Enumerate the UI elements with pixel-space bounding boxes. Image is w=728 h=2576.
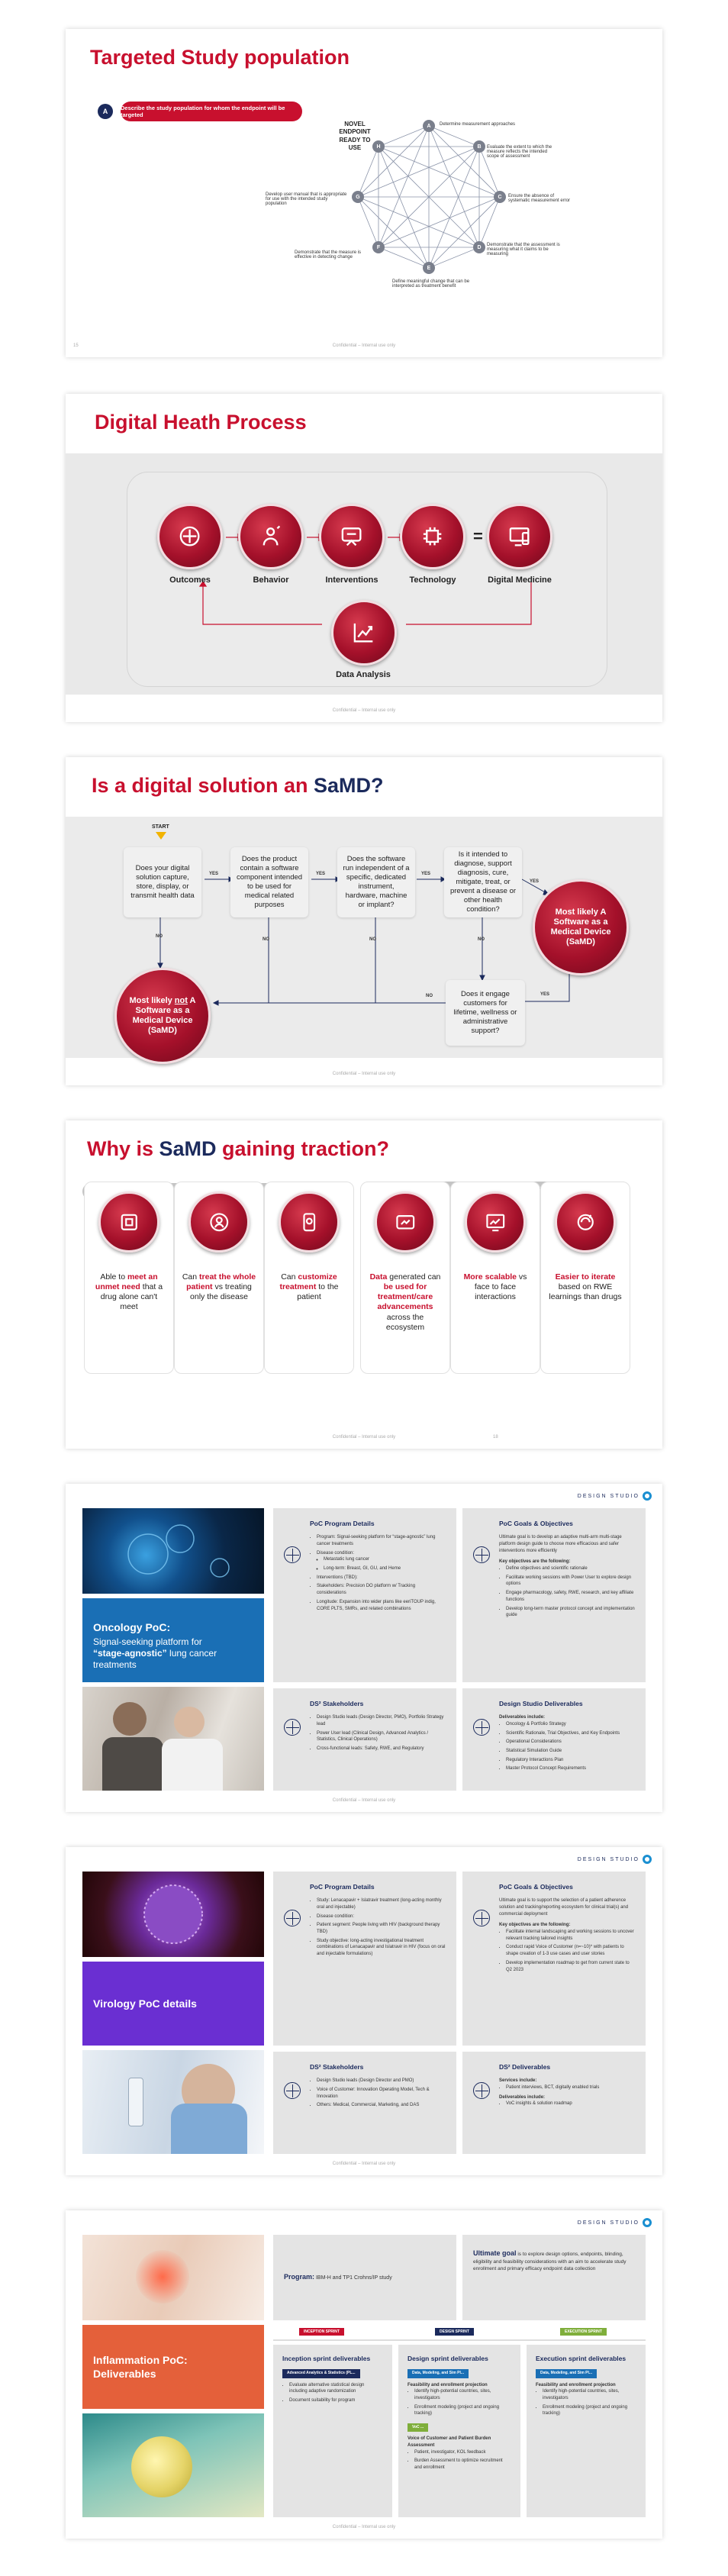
result-not-samd-text (127, 996, 198, 1037)
lab-worker-image (82, 2050, 264, 2154)
slide-targeted-study-population (66, 29, 662, 357)
doctor-patient-image (82, 1687, 264, 1791)
benefit-column (540, 1182, 630, 1374)
virus-image (82, 1508, 264, 1594)
list-item: • Interventions (TBD): (317, 1575, 446, 1581)
design-studio-logo (578, 1491, 652, 1501)
list-item: • Operational Considerations (506, 1739, 635, 1746)
question-data-capture: Does your digital solution capture, store, display, or transmit health data (124, 847, 201, 917)
annotation-a: Determine measurement approaches (440, 122, 516, 127)
list-item: • Burden Assessment to optimize recruitment and enrollment (414, 2458, 511, 2471)
process-step-label: Digital Medicine (488, 575, 552, 585)
hero-title: Oncology PoC: (93, 1621, 171, 1633)
benefit-icon (573, 1210, 598, 1235)
list-item: • Voice of Customer: Innovation Operating Model, Tech & Innovation (317, 2087, 446, 2100)
benefit-icon-ball (465, 1191, 526, 1253)
list-item: • Study: Lenacapavir + Islatravir treatment (long-acting monthly oral and injectable) (317, 1897, 446, 1910)
list-item: • Facilitate internal landscaping and working sessions to uncover relevant tracking tailored insights (506, 1929, 635, 1942)
program-details-panel (273, 1872, 456, 2046)
panel-list (499, 1565, 635, 1619)
list-item: • Define objectives and scientific rationale (506, 1565, 635, 1572)
crosshair-icon (284, 1910, 301, 1926)
ultimate-goal-label: Ultimate goal (473, 2249, 517, 2257)
chip-execution: EXECUTION SPRINT (560, 2328, 607, 2336)
benefit-text: Can treat the whole patient vs treating only the disease (182, 1272, 256, 1302)
list-item: • Others: Medical, Commercial, Marketing, and DAS (317, 2102, 446, 2109)
list-item: • Program: Signal-seeking platform for “stage-agnostic” lung cancer treatments (317, 1534, 446, 1547)
octagon-node: G (352, 191, 364, 203)
list-item: • Patient, investigator, KOL feedback (414, 2449, 511, 2456)
process-step-label: Behavior (253, 575, 289, 585)
panel-key: Deliverables include: (499, 2094, 546, 2100)
result-not-samd (114, 968, 211, 1064)
list-item (317, 1550, 446, 1572)
question-medical-purpose: Does the product contain a software component intended to be used for medical related purposes (230, 847, 308, 917)
footer: Confidential – Internal use only (332, 1798, 396, 1803)
process-step-technology (400, 504, 465, 569)
benefit-icon-ball (375, 1191, 436, 1253)
benefit-text: Easier to iterate based on RWE learnings than drugs (549, 1272, 622, 1302)
step-icon (176, 523, 203, 550)
process-step-outcomes (157, 504, 223, 569)
result-samd (533, 879, 629, 975)
yes-label: YES (530, 879, 540, 884)
list-item: • VoC insights & solution roadmap (506, 2100, 635, 2107)
data-analysis-label: Data Analysis (336, 670, 391, 679)
logo-text: DESIGN STUDIO (577, 1493, 639, 1499)
oncology-hero (82, 1598, 264, 1682)
virus-shapes (82, 1872, 264, 1957)
virology-hero (82, 1962, 264, 2046)
stakeholders-panel (273, 2052, 456, 2154)
footer: Confidential – Internal use only (332, 708, 396, 713)
list-item: • Study objective: long-acting investigational treatment combinations of Lenacapavir and Islatravir in HIV (focus on oral and injectable formulations) (317, 1938, 446, 1958)
list-item: • Design Studio leads (Design Director, PMO), Portfolio Strategy lead (317, 1714, 446, 1727)
panel-list (499, 1929, 635, 1973)
crosshair-icon (473, 1546, 490, 1563)
slide-title (87, 1137, 389, 1161)
list-item: • Facilitate working sessions with Power User to explore design options (506, 1575, 635, 1588)
annotation-d: Demonstrate that the assessment is measuring what it claims to be measuring (487, 243, 560, 256)
annotation-b: Evaluate the extent to which the measure reflects the intended scope of assessment (487, 145, 552, 159)
footer: Confidential – Internal use only (332, 2525, 396, 2529)
design-studio-logo (578, 1855, 652, 1864)
benefit-column (264, 1182, 354, 1374)
panel-key: Feasibility and enrollment projection (536, 2382, 616, 2387)
title-prefix: Why is (87, 1137, 159, 1160)
octagon-node: E (423, 262, 435, 274)
title-mid: SaMD (159, 1137, 217, 1160)
panel-list (310, 1534, 446, 1612)
process-step-interventions (319, 504, 385, 569)
slide-digital-health-process (66, 394, 662, 722)
benefit-icon (483, 1210, 508, 1235)
benefit-icon (117, 1210, 142, 1235)
panel-title: Execution sprint deliverables (536, 2355, 627, 2362)
slide-title: Targeted Study population (90, 46, 350, 69)
panel-key: Key objectives are the following: (499, 1559, 571, 1565)
list-item: • Evaluate alternative statistical design including adaptive randomization (289, 2382, 383, 2395)
panel-title: PoC Program Details (310, 1883, 375, 1891)
title-suffix: gaining traction? (216, 1137, 390, 1160)
crosshair-icon (473, 2082, 490, 2099)
panel-list (407, 2449, 511, 2471)
benefit-text: Data generated can be used for treatment/care advancements across the ecosystem (369, 1272, 441, 1332)
list-item: • Master Protocol Concept Requirements (506, 1765, 635, 1772)
panel-lead: Ultimate goal is to support the selection of a patient adherence solution and tracking/reporting ecosystem for clinical trial(s) and commercial deployment (499, 1898, 629, 1917)
hero-title: Inflammation PoC: Deliverables (93, 2353, 188, 2380)
hero-title: Virology PoC details (93, 1997, 197, 2010)
panel-list (310, 2078, 446, 2109)
tag-voc: VoC ... (407, 2423, 428, 2432)
logo-dot-icon (643, 1855, 652, 1864)
tag-analytics: Advanced Analytics & Statistics (PL... (282, 2369, 360, 2378)
deliverables-panel (462, 2052, 646, 2154)
footer: Confidential – Internal use only (332, 1435, 396, 1440)
list-item: • Cross-functional leads: Safety, RWE, and Regulatory (317, 1746, 446, 1752)
panel-title: DS² Deliverables (499, 2063, 551, 2071)
crosshair-icon (284, 1546, 301, 1563)
chart-icon (350, 619, 377, 646)
chip-inception: INCEPTION SPRINT (299, 2328, 344, 2336)
list-item: • Design Studio leads (Design Director and PMO) (317, 2078, 446, 2084)
center-label: NOVEL ENDPOINT READY TO USE (339, 121, 371, 152)
question-engage: Does it engage customers for lifetime, wellness or administrative support? (446, 980, 525, 1046)
execution-panel (527, 2345, 646, 2517)
panel-title: Design Studio Deliverables (499, 1700, 583, 1707)
list-item: • Develop long-term master protocol concept and implementation guide (506, 1606, 635, 1619)
benefit-column (360, 1182, 450, 1374)
panel-title: PoC Goals & Objectives (499, 1520, 573, 1527)
tag-modeling: Data, Modeling, and Sim Pl... (536, 2369, 597, 2378)
list-item: • Statistical Simulation Guide (506, 1748, 635, 1755)
page-number: 15 (73, 343, 79, 348)
list-item: • Power User lead (Clinical Design, Advanced Analytics / Statistics, Clinical Operations) (317, 1730, 446, 1743)
result-not: not (174, 995, 188, 1005)
panel-list (282, 2382, 383, 2404)
benefit-icon-ball (98, 1191, 159, 1253)
virus-image (82, 1872, 264, 1957)
benefit-column (174, 1182, 264, 1374)
octagon-diagram (66, 29, 662, 357)
process-step-label: Interventions (325, 575, 378, 585)
list-item: • Identify high-potential countries, sites, investigators (543, 2388, 636, 2401)
panel-list (310, 1714, 446, 1752)
panel-list (499, 1721, 635, 1772)
crosshair-icon (473, 1910, 490, 1926)
equals-sign: = (473, 527, 483, 546)
design-panel (398, 2345, 520, 2517)
slide-oncology-poc (66, 1484, 662, 1812)
slide-is-samd (66, 757, 662, 1085)
panel-title: Design sprint deliverables (407, 2355, 488, 2362)
yes-label: YES (316, 872, 326, 876)
annotation-e: Define meaningful change that can be interpreted as treatment benefit (392, 279, 470, 289)
virus-shapes (82, 1508, 264, 1594)
list-item: • Patient segment: People living with HIV (background therapy TBD) (317, 1922, 446, 1935)
panel-list (407, 2388, 511, 2417)
panel-list (536, 2388, 636, 2417)
inception-panel (273, 2345, 392, 2517)
panel-list (499, 2084, 635, 2091)
list-item: • Enrollment modeling (project and ongoing tracking) (543, 2404, 636, 2417)
step-icon (338, 523, 365, 550)
hero-sub2: lung cancer treatments (93, 1648, 217, 1670)
panel-lead: Ultimate goal is to develop an adaptive multi-arm multi-stage platform design guide to choose more efficacious and safer interventions more efficiently (499, 1535, 622, 1553)
list-item-text: Disease condition: (317, 1550, 355, 1556)
annotation-c: Ensure the absence of systematic measurement error (508, 194, 571, 203)
sub-item: ◦ Metastatic lung cancer (324, 1556, 446, 1563)
slide-inflammation-poc (66, 2210, 662, 2539)
process-step-label: Technology (409, 575, 456, 585)
program-label: Program: (284, 2273, 315, 2281)
no-label: NO (426, 994, 433, 998)
start-label: START (152, 824, 169, 830)
logo-text: DESIGN STUDIO (577, 2220, 639, 2226)
crosshair-icon (473, 1719, 490, 1736)
octagon-node: C (494, 191, 506, 203)
octagon-node: F (372, 241, 385, 253)
logo-dot-icon (643, 1491, 652, 1501)
yes-label: YES (421, 872, 431, 876)
list-item: • Engage pharmacology, safety, RWE, research, and key affiliate functions (506, 1590, 635, 1603)
octagon-node: A (423, 120, 435, 132)
process-step-label: Outcomes (169, 575, 211, 585)
data-analysis-ball (331, 600, 397, 666)
hero-subtitle (93, 1636, 253, 1671)
goals-panel (462, 1872, 646, 2046)
benefit-icon-ball (188, 1191, 250, 1253)
step-badge: A (98, 104, 113, 119)
step-icon (419, 523, 446, 550)
page-number: 18 (493, 1435, 498, 1440)
list-item: • Identify high-potential countries, sites, investigators (414, 2388, 511, 2401)
benefit-icon (393, 1210, 418, 1235)
slide-virology-poc (66, 1847, 662, 2175)
no-label: NO (156, 934, 163, 939)
crosshair-icon (284, 1719, 301, 1736)
slide-why-samd (66, 1120, 662, 1449)
panel-title: PoC Program Details (310, 1520, 375, 1527)
benefit-icon-ball (555, 1191, 616, 1253)
list-item: • Enrollment modeling (project and ongoing tracking) (414, 2404, 511, 2417)
panel-key: Voice of Customer and Patient Burden Assessment (407, 2436, 491, 2448)
step-icon (506, 523, 533, 550)
annotation-g: Develop user manual that is appropriate for use with the intended study population (266, 192, 347, 206)
panel-title: Inception sprint deliverables (282, 2355, 371, 2362)
panel-title: PoC Goals & Objectives (499, 1883, 573, 1891)
yes-label: YES (540, 992, 550, 997)
list-item: • Scientific Rationale, Trial Objectives, and Key Endpoints (506, 1730, 635, 1737)
chip-design: DESIGN SPRINT (435, 2328, 474, 2336)
process-step-behavior (238, 504, 304, 569)
list-item: • Longitude: Expansion into wider plans like eeriTOUP indig, CORE PLTS, SMRs, and related combinations (317, 1599, 446, 1612)
list-item: • Document suitability for program (289, 2397, 383, 2404)
question-independent: Does the software run independent of a specific, dedicated instrument, hardware, machine or implant? (337, 847, 415, 917)
octagon-node: D (473, 241, 485, 253)
octagon-node: H (372, 140, 385, 153)
footer: Confidential – Internal use only (332, 343, 396, 348)
sub-item: ◦ Long-term: Breast, GI, GU, and Heme (324, 1565, 446, 1572)
process-step-digital-medicine (487, 504, 552, 569)
result-samd-text: Most likely A Software as a Medical Device (SaMD) (550, 907, 611, 947)
benefit-icon (207, 1210, 232, 1235)
question-diagnose: Is it intended to diagnose, support diagnosis, cure, mitigate, treat, or prevent a disease or other health condition? (444, 847, 522, 917)
benefit-column (84, 1182, 174, 1374)
octagon-node: B (473, 140, 485, 153)
benefit-column (450, 1182, 540, 1374)
step-icon (257, 523, 284, 550)
footer: Confidential – Internal use only (332, 2162, 396, 2166)
deliverables-panel (462, 1688, 646, 1791)
crosshair-icon (284, 2082, 301, 2099)
panel-title: DS² Stakeholders (310, 2063, 364, 2071)
benefit-icon-ball (279, 1191, 340, 1253)
list-item: • Develop implementation roadmap to get from current state to Q2 2023 (506, 1960, 635, 1973)
panel-key: Feasibility and enrollment projection (407, 2382, 488, 2387)
instruction-pill: Describe the study population for whom the endpoint will be targeted (121, 102, 302, 121)
result-pre: Most likely (129, 995, 175, 1005)
footer: Confidential – Internal use only (332, 1072, 396, 1076)
benefit-text: More scalable vs face to face interactions (463, 1272, 527, 1302)
no-label: NO (369, 937, 376, 942)
list-item: • Stakeholders: Precision DO platform w/ Tracking considerations (317, 1583, 446, 1596)
list-item: • Disease condition: (317, 1913, 446, 1920)
panel-key: Key objectives are the following: (499, 1923, 571, 1928)
tag-modeling: Data, Modeling, and Sim Pl... (407, 2369, 469, 2378)
hero-quote: “stage-agnostic” (93, 1648, 167, 1659)
panel-list (499, 2100, 635, 2107)
goals-panel (462, 1508, 646, 1682)
ultimate-goal-value: is to explore design options, endpoints, blinding, eligibility and feasibility considerations with an aim to accelerate study enrollment and primary efficacy endpoint data collection (473, 2252, 627, 2272)
logo-text: DESIGN STUDIO (577, 1856, 639, 1862)
program-details-panel (273, 1508, 456, 1682)
stakeholders-panel (273, 1688, 456, 1791)
panel-title: DS² Stakeholders (310, 1700, 364, 1707)
hero-sub1: Signal-seeking platform for (93, 1636, 202, 1647)
list-item: • Patient interviews, BCT, digitally enabled trials (506, 2084, 635, 2091)
panel-key: Deliverables include: (499, 1715, 546, 1720)
slide-title: Digital Heath Process (95, 411, 307, 434)
panel-key: Services include: (499, 2078, 537, 2084)
program-value: IBM-H and TP1 Crohns/IP study (315, 2275, 392, 2281)
benefit-icon (297, 1210, 322, 1235)
title-accent: SaMD? (314, 774, 384, 797)
list-item: • Oncology & Portfolio Strategy (506, 1721, 635, 1728)
title-prefix: Is a digital solution an (92, 774, 314, 797)
benefit-text: Can customize treatment to the patient (279, 1272, 339, 1302)
no-label: NO (478, 937, 485, 942)
list-item: • Conduct rapid Voice of Customer (n=~10)* with patients to shape creation of 1-3 use cases and user stories (506, 1944, 635, 1957)
panel-list (310, 1897, 446, 1958)
result-post: A Software as a Medical Device (SaMD) (132, 995, 196, 1036)
benefit-text: Able to meet an unmet need that a drug alone can't meet (95, 1272, 163, 1312)
list-item: • Regulatory Interactions Plan (506, 1757, 635, 1764)
yes-label: YES (209, 872, 219, 876)
annotation-f: Demonstrate that the measure is effective in detecting change (295, 250, 362, 260)
no-label: NO (263, 937, 269, 942)
